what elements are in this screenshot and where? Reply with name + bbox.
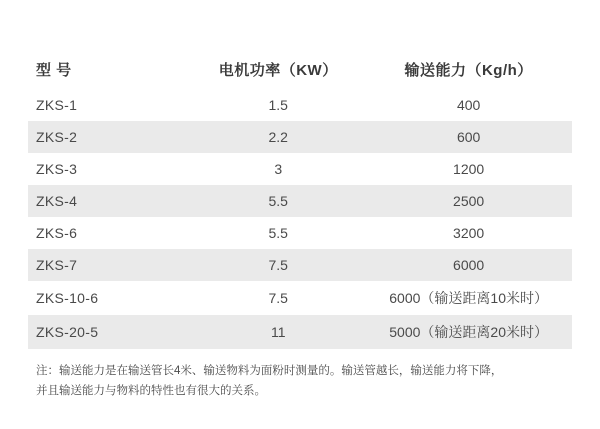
cell-model: ZKS-7 xyxy=(36,257,78,273)
specification-table xyxy=(28,52,572,349)
cell-power: 2.2 xyxy=(268,129,288,145)
cell-power: 5.5 xyxy=(268,225,288,241)
cell-capacity: 6000 xyxy=(453,257,485,273)
cell-capacity: 600 xyxy=(456,129,481,145)
cell-power: 3 xyxy=(274,161,283,177)
table-note xyxy=(28,361,572,401)
column-header-capacity: 输送能力（Kg/h） xyxy=(404,62,533,79)
table-row xyxy=(28,315,572,349)
column-header-power: 电机功率（KW） xyxy=(218,62,338,79)
cell-model: ZKS-10-6 xyxy=(36,290,99,306)
cell-power: 7.5 xyxy=(268,290,288,306)
cell-model: ZKS-6 xyxy=(36,225,78,241)
table-row xyxy=(28,185,572,217)
note-line-1: 注：输送能力是在输送管长4米、输送物料为面粉时测量的。输送管越长，输送能力将下降， xyxy=(36,365,503,377)
table-row xyxy=(28,281,572,315)
cell-power: 1.5 xyxy=(268,97,288,113)
column-header-model: 型 号 xyxy=(36,62,72,79)
table-row xyxy=(28,121,572,153)
cell-capacity: 3200 xyxy=(453,225,485,241)
cell-model: ZKS-2 xyxy=(36,129,78,145)
cell-capacity: 2500 xyxy=(453,193,485,209)
table-row xyxy=(28,249,572,281)
cell-power: 7.5 xyxy=(268,257,288,273)
cell-model: ZKS-3 xyxy=(36,161,78,177)
cell-power: 5.5 xyxy=(268,193,288,209)
cell-capacity: 5000（输送距离20米时） xyxy=(389,324,548,340)
cell-model: ZKS-4 xyxy=(36,193,78,209)
table-row xyxy=(28,89,572,121)
table-header xyxy=(28,52,572,89)
note-line-2: 并且输送能力与物料的特性也有很大的关系。 xyxy=(36,385,266,398)
table-body xyxy=(28,89,572,349)
table-row xyxy=(28,217,572,249)
cell-capacity: 1200 xyxy=(453,161,485,177)
table-row xyxy=(28,153,572,185)
cell-power: 11 xyxy=(270,324,286,340)
cell-model: ZKS-1 xyxy=(36,97,78,113)
cell-model: ZKS-20-5 xyxy=(36,324,99,340)
cell-capacity: 400 xyxy=(456,97,481,113)
table-header-row xyxy=(28,52,572,89)
cell-capacity: 6000（输送距离10米时） xyxy=(389,290,548,306)
